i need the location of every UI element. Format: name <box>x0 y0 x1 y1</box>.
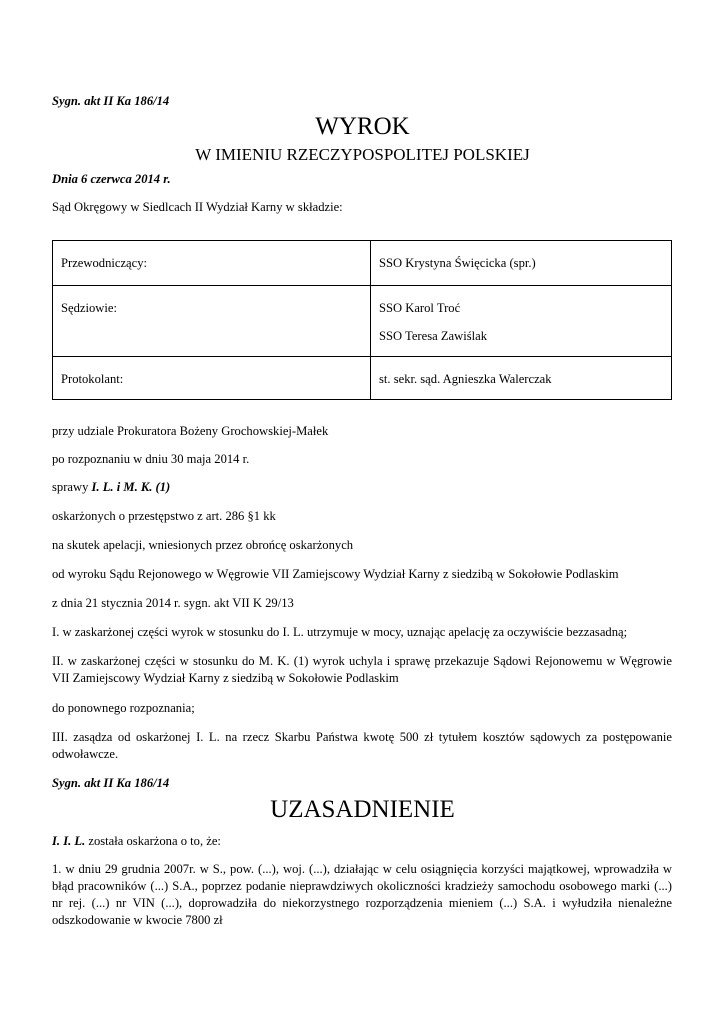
hearing-date-line: po rozpoznaniu w dniu 30 maja 2014 r. <box>52 452 250 466</box>
panel-name: st. sekr. sąd. Agnieszka Walerczak <box>371 357 672 400</box>
appeal-line: na skutek apelacji, wniesionych przez obrońcę oskarżonych <box>52 538 354 552</box>
ruling-point-2: II. w zaskarżonej części w stosunku do M. K. (1) wyrok uchyla i sprawę przekazuje Sądowi Rejonowemu w Węgrowie VII Zamiejscowy Wydział Karny z siedzibą w Sokołowie Podlaskim <box>52 654 672 685</box>
prosecutor-line: przy udziale Prokuratora Bożeny Grochowskiej-Małek <box>52 424 329 438</box>
judgment-date-line: z dnia 21 stycznia 2014 r. sygn. akt VII K 29/13 <box>52 596 294 610</box>
judgment-title: WYROK <box>315 113 410 140</box>
case-defendants: I. L. i M. K. (1) <box>91 480 171 494</box>
panel-row-judges <box>53 286 672 357</box>
panel-name: SSO Karol Troć <box>379 301 461 315</box>
ruling-point-1: I. w zaskarżonej części wyrok w stosunku do I. L. utrzymuje w mocy, uznając apelację za oczywiście bezzasadną; <box>52 625 628 639</box>
justification-title: UZASADNIENIE <box>270 796 455 823</box>
panel-role: Protokolant: <box>53 357 371 400</box>
judgment-subtitle: W IMIENIU RZECZYPOSPOLITEJ POLSKIEJ <box>195 145 530 164</box>
case-prefix: sprawy <box>52 480 92 494</box>
panel-name: SSO Krystyna Święcicka (spr.) <box>371 241 672 286</box>
court-composition-intro: Sąd Okręgowy w Siedlcach II Wydział Karny w składzie: <box>52 200 343 214</box>
panel-role: Przewodniczący: <box>53 241 371 286</box>
accused-name: I. I. L. <box>52 834 86 848</box>
panel-row-presiding <box>53 241 672 286</box>
judgment-from-line: od wyroku Sądu Rejonowego w Węgrowie VII Zamiejscowy Wydział Karny z siedzibą w Sokołowie Podlaskim <box>52 567 619 581</box>
ruling-point-2-continuation: do ponownego rozpoznania; <box>52 701 195 715</box>
judgment-date: Dnia 6 czerwca 2014 r. <box>52 172 171 186</box>
case-line <box>52 479 672 496</box>
charge-1-paragraph: 1. w dniu 29 grudnia 2007r. w S., pow. (...), woj. (...), działając w celu osiągnięcia korzyści majątkowej, wprowadziła w błąd pracowników (...) S.A., poprzez podanie nieprawdziwych okoliczności kradzieży samochodu osobowego marki (...) nr rej. (...) nr VIN (...), doprowadziła do niekorzystnego rozporządzenia mieniem (...) S.A. i wyłudziła nienależne odszkodowanie w kwocie 7800 zł <box>52 862 672 927</box>
charge-line: oskarżonych o przestępstwo z art. 286 §1 kk <box>52 509 276 523</box>
panel-row-clerk <box>53 357 672 400</box>
accused-text: została oskarżona o to, że: <box>85 834 221 848</box>
justification-signature: Sygn. akt II Ka 186/14 <box>52 776 170 790</box>
ruling-point-3: III. zasądza od oskarżonej I. L. na rzecz Skarbu Państwa kwotę 500 zł tytułem kosztów sądowych za postępowanie odwoławcze. <box>52 730 672 761</box>
court-panel-table <box>52 240 672 400</box>
panel-names-cell <box>371 286 672 357</box>
accused-line <box>52 833 672 850</box>
case-signature: Sygn. akt II Ka 186/14 <box>52 94 170 108</box>
panel-role: Sędziowie: <box>53 286 371 357</box>
panel-name: SSO Teresa Zawiślak <box>379 329 488 343</box>
